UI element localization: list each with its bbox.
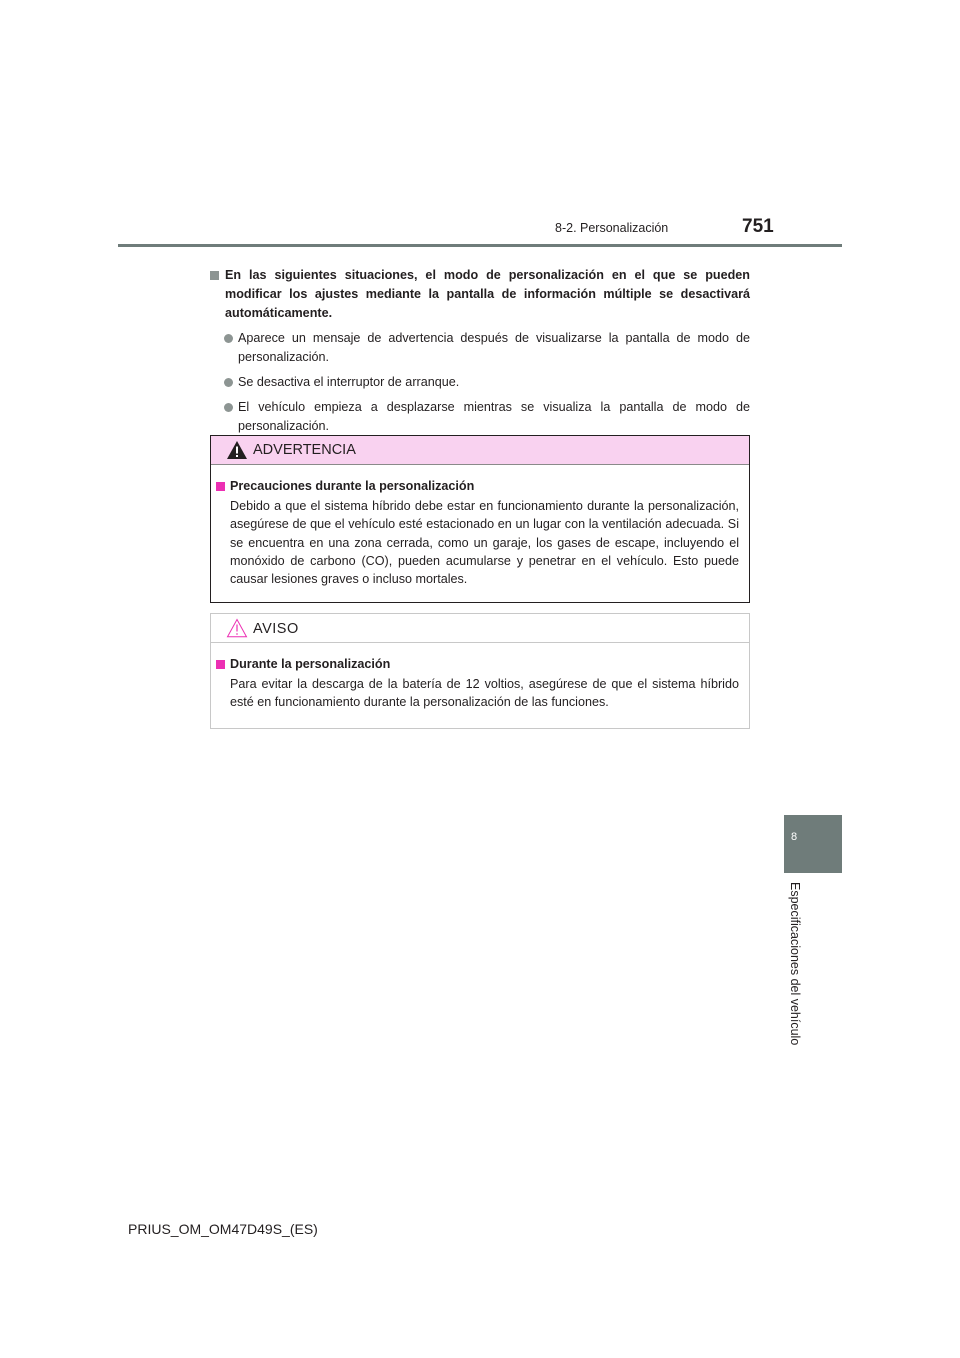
notice-box	[210, 613, 750, 729]
pink-square-bullet-icon	[216, 660, 225, 669]
warning-body	[211, 465, 749, 588]
notice-subheading-text: Durante la personalización	[230, 657, 391, 671]
notice-triangle-icon	[226, 618, 248, 638]
document-code: PRIUS_OM_OM47D49S_(ES)	[128, 1221, 318, 1237]
chapter-number: 8	[790, 831, 798, 843]
chapter-label: Especificaciones del vehículo	[788, 882, 802, 1046]
notice-subheading	[216, 655, 739, 674]
list-item	[210, 373, 750, 392]
intro-section	[210, 266, 750, 436]
page-number: 751	[742, 216, 774, 237]
section-title: 8-2. Personalización	[555, 221, 669, 235]
chapter-tab	[784, 815, 842, 873]
gray-square-bullet-icon	[210, 271, 219, 280]
list-item-text: Aparece un mensaje de advertencia después de visualizarse la pantalla de modo de personalización.	[238, 331, 750, 364]
list-item	[210, 329, 750, 367]
notice-text: Para evitar la descarga de la batería de 12 voltios, asegúrese de que el sistema híbrido esté en funcionamiento durante la personalización de las funciones.	[230, 677, 739, 710]
list-item-text: Se desactiva el interruptor de arranque.	[238, 375, 460, 389]
header-divider	[118, 244, 842, 247]
notice-body	[211, 643, 749, 712]
intro-heading	[210, 266, 750, 323]
warning-subheading-text: Precauciones durante la personalización	[230, 479, 475, 493]
circle-bullet-icon	[224, 378, 233, 387]
warning-header	[211, 436, 749, 465]
circle-bullet-icon	[224, 334, 233, 343]
warning-text: Debido a que el sistema híbrido debe estar en funcionamiento durante la personalización, asegúrese de que el vehículo esté estacionado en un lugar con la ventilación adecuada. Si se encuentra en una zona cerrada, como un garaje, los gases de escape, incluyendo el monóxido de carbono (CO), pueden acumularse y penetrar en el vehículo. Esto puede causar lesiones graves o incluso mortales.	[230, 499, 739, 587]
warning-box	[210, 435, 750, 603]
warning-triangle-icon	[226, 440, 248, 460]
list-item	[210, 398, 750, 436]
warning-title: ADVERTENCIA	[253, 442, 356, 458]
pink-square-bullet-icon	[216, 482, 225, 491]
notice-header	[211, 614, 749, 643]
warning-subheading	[216, 477, 739, 496]
intro-heading-text: En las siguientes situaciones, el modo de personalización en el que se pueden modificar los ajustes mediante la pantalla de información múltiple se desactivará automáticamente.	[225, 268, 750, 320]
notice-title: AVISO	[253, 621, 299, 637]
list-item-text: El vehículo empieza a desplazarse mientras se visualiza la pantalla de modo de personalización.	[238, 400, 750, 433]
circle-bullet-icon	[224, 403, 233, 412]
